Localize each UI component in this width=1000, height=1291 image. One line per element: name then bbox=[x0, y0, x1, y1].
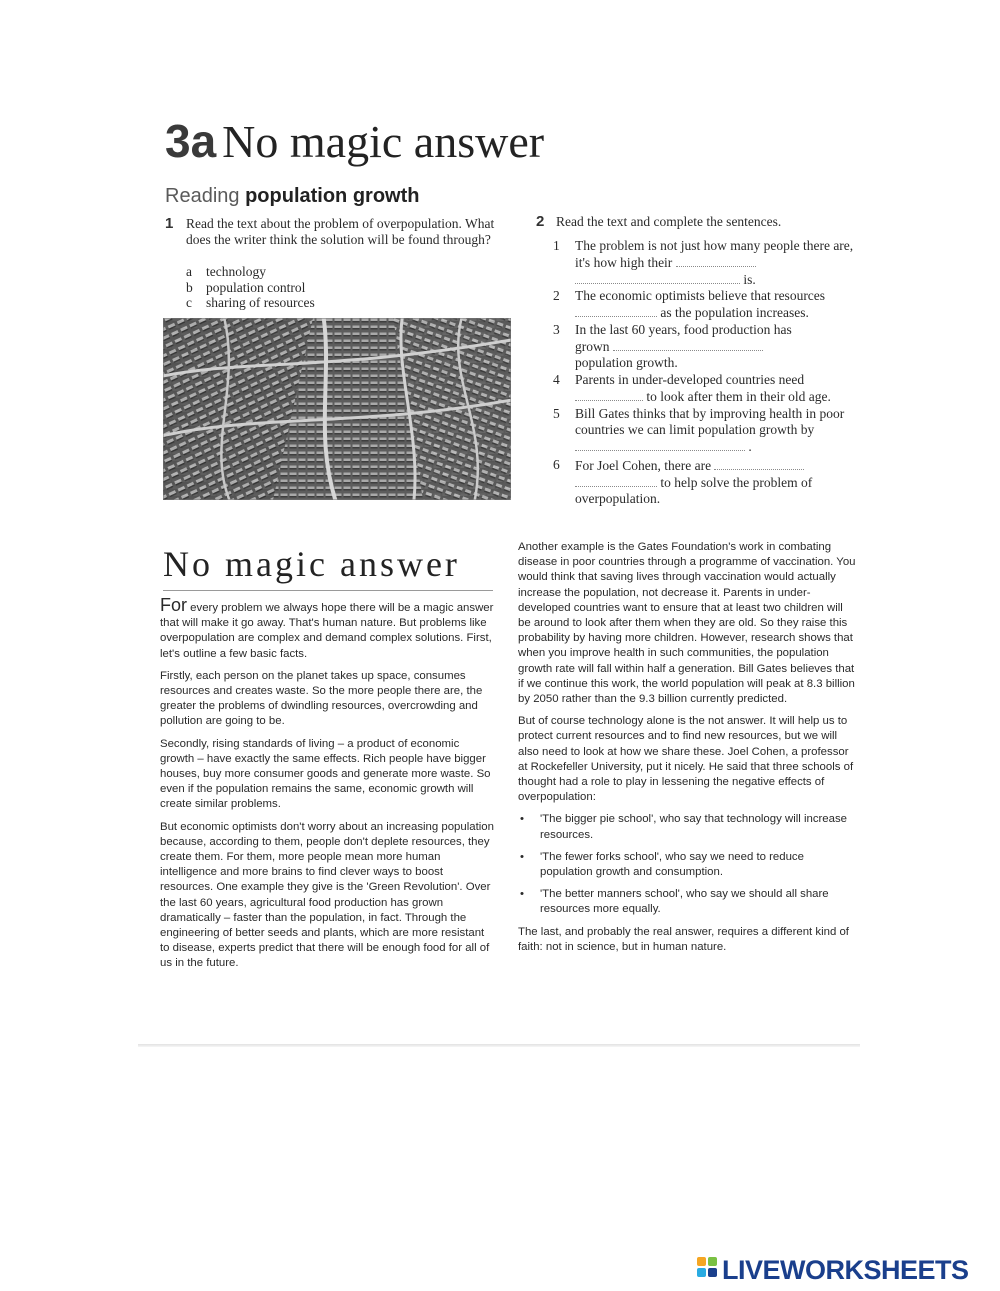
unit-number: 3a bbox=[165, 115, 217, 167]
answer-blank-3[interactable] bbox=[613, 338, 763, 351]
answer-blank-1b[interactable] bbox=[575, 271, 740, 284]
section-title-light: Reading bbox=[165, 185, 240, 207]
logo-text: LIVEWORKSHEETS bbox=[722, 1255, 969, 1285]
option-a[interactable]: a technology bbox=[186, 264, 266, 279]
answer-blank-2[interactable] bbox=[575, 304, 657, 317]
paragraph-1: For every problem we always hope there will be a magic answer that will make it go away. That's human nature. But problems like overpopulation are complex and demand complex solutions. First, let's outline a few basic facts. bbox=[160, 595, 494, 660]
paragraph-7: The last, and probably the real answer, requires a different kind of faith: not in science, but in human nature. bbox=[518, 925, 849, 953]
page-edge bbox=[138, 1044, 860, 1047]
exercise-1-question: Read the text about the problem of overpopulation. What does the writer think the solution will be found through? bbox=[186, 216, 495, 247]
answer-blank-4[interactable] bbox=[575, 388, 643, 401]
option-c[interactable]: c sharing of resources bbox=[186, 295, 315, 310]
section-title bbox=[165, 183, 419, 209]
article-column-2 bbox=[518, 540, 856, 962]
paragraph-3: Secondly, rising standards of living – a product of economic growth – have exactly the same effects. Rich people have bigger houses, buy more consumer goods and generate more waste. So even if the population remains the same, economic growth will create similar problems. bbox=[160, 737, 491, 811]
section-title-bold: population growth bbox=[245, 185, 420, 207]
title-divider bbox=[163, 590, 493, 591]
paragraph-6: But of course technology alone is the not answer. It will help us to protect current resources and to find new resources, but we will also need to look at how we share these. Joel Cohen, a professor at Rockefeller University, put it nicely. He said that three schools of thought had a role to play in lessening the negative effects of overpopulation: bbox=[518, 715, 854, 804]
exercise-2-number: 2 bbox=[536, 213, 545, 230]
option-b[interactable]: b population control bbox=[186, 279, 306, 295]
answer-blank-6b[interactable] bbox=[575, 474, 657, 487]
paragraph-2: Firstly, each person on the planet takes up space, consumes resources and creates waste. So the more people there are, the greater the problems of dwindling resources, overcrowding and pollution are going to be. bbox=[160, 669, 483, 728]
paragraph-5: Another example is the Gates Foundation's work in combating disease in poor countries through a programme of vaccination. You would think that saving lives through vaccination would actually increase the population, not decrease it. Parents in under-developed countries want to ensure that at least two children will be around to look after them when they are old. So they raise this probability by having more children. However, research shows that when you improve health in such communities, the population growth rate will fall within half a generation. Bill Gates believes that if we continue this work, the world population will peak at 8.3 billion by 2050 rather than the 9.3 billion currently predicted. bbox=[518, 541, 856, 706]
liveworksheets-logo-icon bbox=[697, 1257, 719, 1283]
bullet-item: • 'The bigger pie school', who say that technology will increase resources. bbox=[518, 812, 856, 842]
answer-blank-5[interactable] bbox=[575, 438, 745, 451]
aerial-housing-photo bbox=[163, 318, 511, 500]
article-title: No magic answer bbox=[163, 544, 460, 584]
paragraph-4: But economic optimists don't worry about an increasing population because, according to them, people don't deplete resources, they create them. For them, more people mean more human intelligence and more brains to find clever ways to boost resources. One example they give is the 'Green Revolution'. Over the last 60 years, agricultural food production has grown dramatically – faster than the population, in fact. Through the engineering of better seeds and plants, which are more resistant to disease, experts predict that there will be enough food for all of us in the future. bbox=[160, 820, 494, 970]
unit-title bbox=[165, 113, 544, 170]
exercise-1-options bbox=[186, 264, 315, 311]
bullet-item: • 'The better manners school', who say we should all share resources more equally. bbox=[518, 887, 856, 917]
answer-blank-1[interactable] bbox=[676, 254, 756, 267]
liveworksheets-logo[interactable] bbox=[697, 1255, 969, 1285]
unit-title-text: No magic answer bbox=[222, 116, 545, 167]
lead-word: For bbox=[160, 595, 187, 615]
exercise-2-instruction: Read the text and complete the sentences. bbox=[556, 214, 782, 229]
answer-blank-6[interactable] bbox=[714, 457, 804, 470]
bullet-item: • 'The fewer forks school', who say we need to reduce population growth and consumption. bbox=[518, 850, 856, 880]
exercise-1-number: 1 bbox=[165, 215, 174, 232]
article-column-1 bbox=[160, 595, 496, 979]
